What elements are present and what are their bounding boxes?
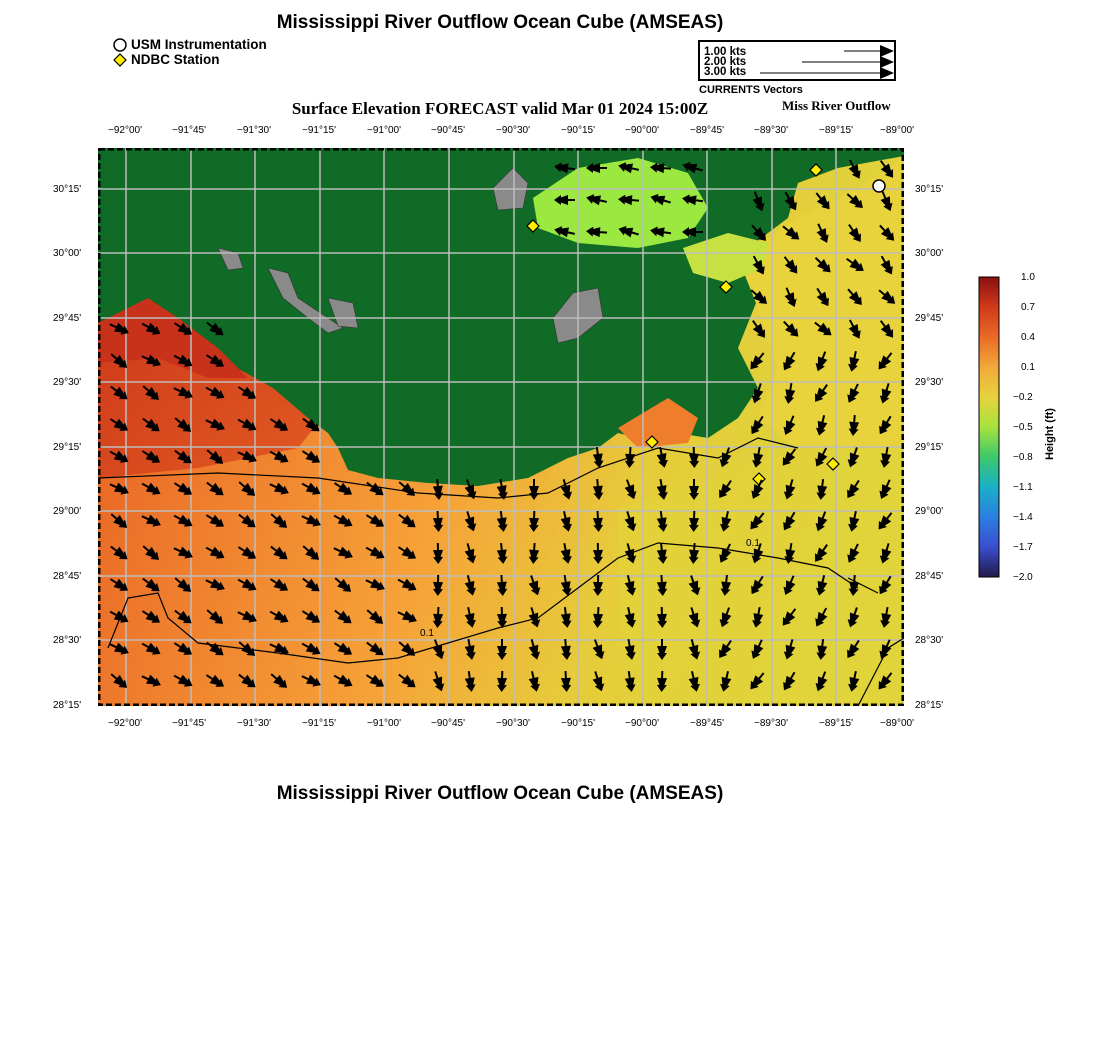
- lon-tick: −91°15': [302, 718, 336, 729]
- lon-tick: −90°45': [431, 718, 465, 729]
- lat-tick: 29°00': [53, 506, 82, 517]
- vectors-key: [698, 40, 896, 81]
- lat-tick: 28°15': [915, 700, 944, 711]
- lat-tick: 29°15': [915, 442, 944, 453]
- lon-tick: −91°15': [302, 125, 336, 136]
- lon-tick: −91°30': [237, 718, 271, 729]
- colorbar-label: −1.4: [1013, 512, 1033, 523]
- colorbar-label: −0.2: [1013, 392, 1033, 403]
- lat-tick: 29°45': [53, 313, 82, 324]
- bottom-title: Mississippi River Outflow Ocean Cube (AMSEAS): [276, 783, 724, 804]
- lon-tick: −89°00': [880, 125, 914, 136]
- colorbar-label: −0.5: [1013, 422, 1033, 433]
- colorbar-title: Height (ft): [1044, 408, 1056, 460]
- colorbar-label: −1.7: [1013, 542, 1033, 553]
- lat-tick: 29°00': [915, 506, 944, 517]
- legend-ndbc: [113, 52, 220, 67]
- colorbar-label: 0.1: [1021, 362, 1035, 373]
- lat-tick: 29°30': [915, 377, 944, 388]
- region-label: Miss River Outflow: [782, 98, 891, 113]
- lon-tick: −90°30': [496, 718, 530, 729]
- legend-usm-label: USM Instrumentation: [131, 37, 267, 52]
- map-subtitle: Surface Elevation FORECAST valid Mar 01 2024 15:00Z: [291, 99, 709, 118]
- lon-tick: −91°30': [237, 125, 271, 136]
- lon-tick: −92°00': [108, 125, 142, 136]
- vector-key-2: 2.00 kts: [704, 56, 747, 68]
- lon-tick: −90°00': [625, 125, 659, 136]
- lat-tick: 30°00': [53, 248, 82, 259]
- lon-tick: −91°00': [367, 718, 401, 729]
- vector-key-arrows: [700, 42, 894, 79]
- lon-tick: −89°15': [819, 718, 853, 729]
- lon-tick: −91°00': [367, 125, 401, 136]
- vector-key-1: 1.00 kts: [704, 46, 747, 58]
- surface-elevation-map[interactable]: [98, 148, 904, 706]
- lat-tick: 28°45': [53, 571, 82, 582]
- lon-tick: −90°15': [561, 718, 595, 729]
- ndbc-marker-icon: [113, 53, 127, 67]
- colorbar-label: −2.0: [1013, 572, 1033, 583]
- lat-tick: 28°15': [53, 700, 82, 711]
- lon-tick: −91°45': [172, 718, 206, 729]
- legend-ndbc-label: NDBC Station: [131, 52, 220, 67]
- lat-tick: 30°15': [53, 184, 82, 195]
- main-title: Mississippi River Outflow Ocean Cube (AMSEAS): [276, 12, 724, 33]
- lat-tick: 28°30': [915, 635, 944, 646]
- lon-tick: −92°00': [108, 718, 142, 729]
- lat-tick: 29°30': [53, 377, 82, 388]
- lon-tick: −90°15': [561, 125, 595, 136]
- lat-tick: 28°45': [915, 571, 944, 582]
- lon-tick: −90°00': [625, 718, 659, 729]
- contour-label: 0.1: [420, 628, 434, 639]
- vectors-key-title: CURRENTS Vectors: [699, 84, 803, 96]
- lon-tick: −89°45': [690, 718, 724, 729]
- colorbar: [977, 276, 1001, 579]
- colorbar-label: −1.1: [1013, 482, 1033, 493]
- lat-tick: 30°00': [915, 248, 944, 259]
- colorbar-label: −0.8: [1013, 452, 1033, 463]
- lon-tick: −89°30': [754, 125, 788, 136]
- legend-usm: [113, 37, 267, 52]
- lon-tick: −89°45': [690, 125, 724, 136]
- lon-tick: −89°15': [819, 125, 853, 136]
- lon-tick: −91°45': [172, 125, 206, 136]
- lat-tick: 29°45': [915, 313, 944, 324]
- lon-tick: −89°30': [754, 718, 788, 729]
- lat-tick: 29°15': [53, 442, 82, 453]
- usm-instrument-marker[interactable]: [873, 180, 885, 192]
- lat-tick: 30°15': [915, 184, 944, 195]
- vector-key-3: 3.00 kts: [704, 66, 747, 78]
- usm-marker-icon: [113, 38, 127, 52]
- lat-tick: 28°30': [53, 635, 82, 646]
- lon-tick: −89°00': [880, 718, 914, 729]
- lon-tick: −90°45': [431, 125, 465, 136]
- lon-tick: −90°30': [496, 125, 530, 136]
- contour-label: 0.1: [746, 538, 760, 549]
- colorbar-label: 0.7: [1021, 302, 1035, 313]
- colorbar-label: 0.4: [1021, 332, 1035, 343]
- colorbar-label: 1.0: [1021, 272, 1035, 283]
